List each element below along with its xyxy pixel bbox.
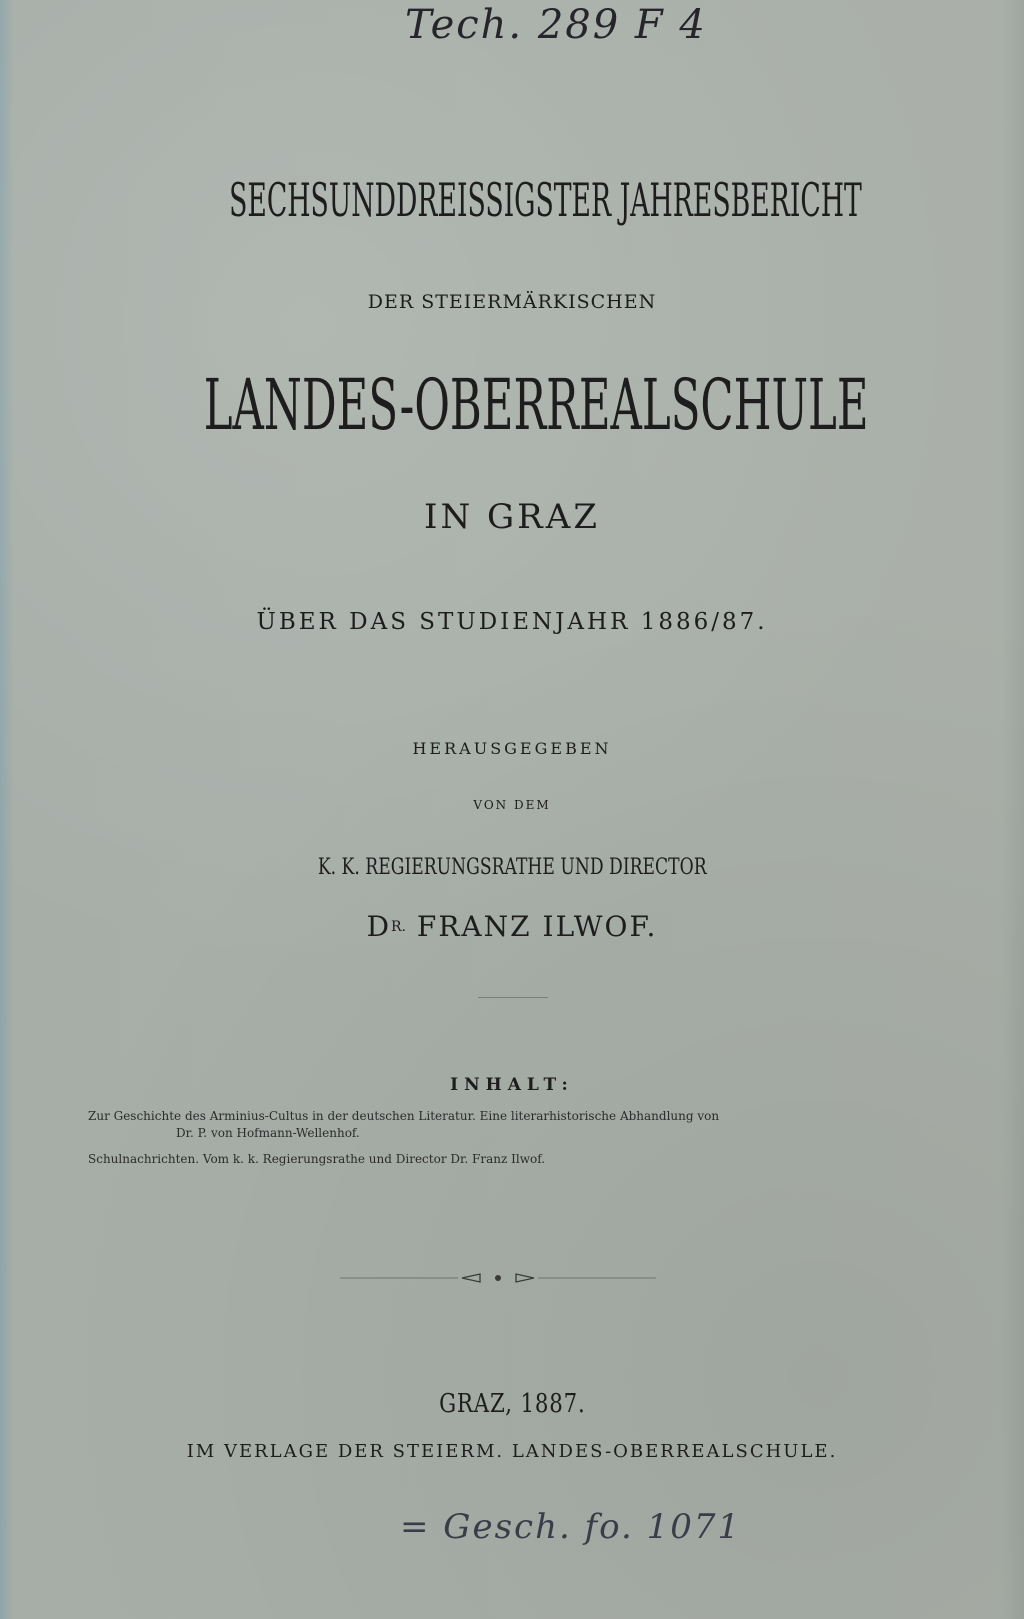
- von-dem-label: VON DEM: [473, 798, 551, 812]
- main-title: LANDES-OBERREALSCHULE: [203, 364, 869, 446]
- editor-position: K. K. REGIERUNGSRATHE UND DIRECTOR: [317, 855, 707, 880]
- contents-item-1: Zur Geschichte des Arminius-Cultus in der deutschen Literatur. Eine literarhistorische Abhandlung von: [88, 1109, 720, 1123]
- divider-rule: [478, 997, 548, 998]
- handwritten-catalog-number: = Gesch. fo. 1071: [400, 1507, 742, 1547]
- handwritten-shelfmark: Tech. 289 F 4: [405, 2, 707, 48]
- title-line-2: DER STEIERMÄRKISCHEN: [367, 291, 657, 313]
- contents-item-2: Schulnachrichten. Vom k. k. Regierungsrathe und Director Dr. Franz Ilwof.: [88, 1152, 546, 1166]
- title-line-1: SECHSUNDDREISSIGSTER JAHRESBERICHT: [229, 173, 862, 227]
- herausgegeben-label: HERAUSGEGEBEN: [412, 739, 612, 758]
- imprint-place-year: GRAZ, 1887.: [438, 1389, 586, 1419]
- contents-item-1-author: Dr. P. von Hofmann-Wellenhof.: [176, 1126, 360, 1140]
- imprint-publisher: IM VERLAGE DER STEIERM. LANDES-OBERREALSCHULE.: [186, 1441, 838, 1462]
- contents-heading: INHALT:: [450, 1075, 574, 1095]
- subtitle-study-year: ÜBER DAS STUDIENJAHR 1886/87.: [256, 609, 768, 635]
- title-line-4: IN GRAZ: [424, 497, 600, 537]
- editor-name: $D^{R.}$ FRANZ ILWOF.: [366, 910, 658, 943]
- ornament-divider: [340, 1271, 656, 1285]
